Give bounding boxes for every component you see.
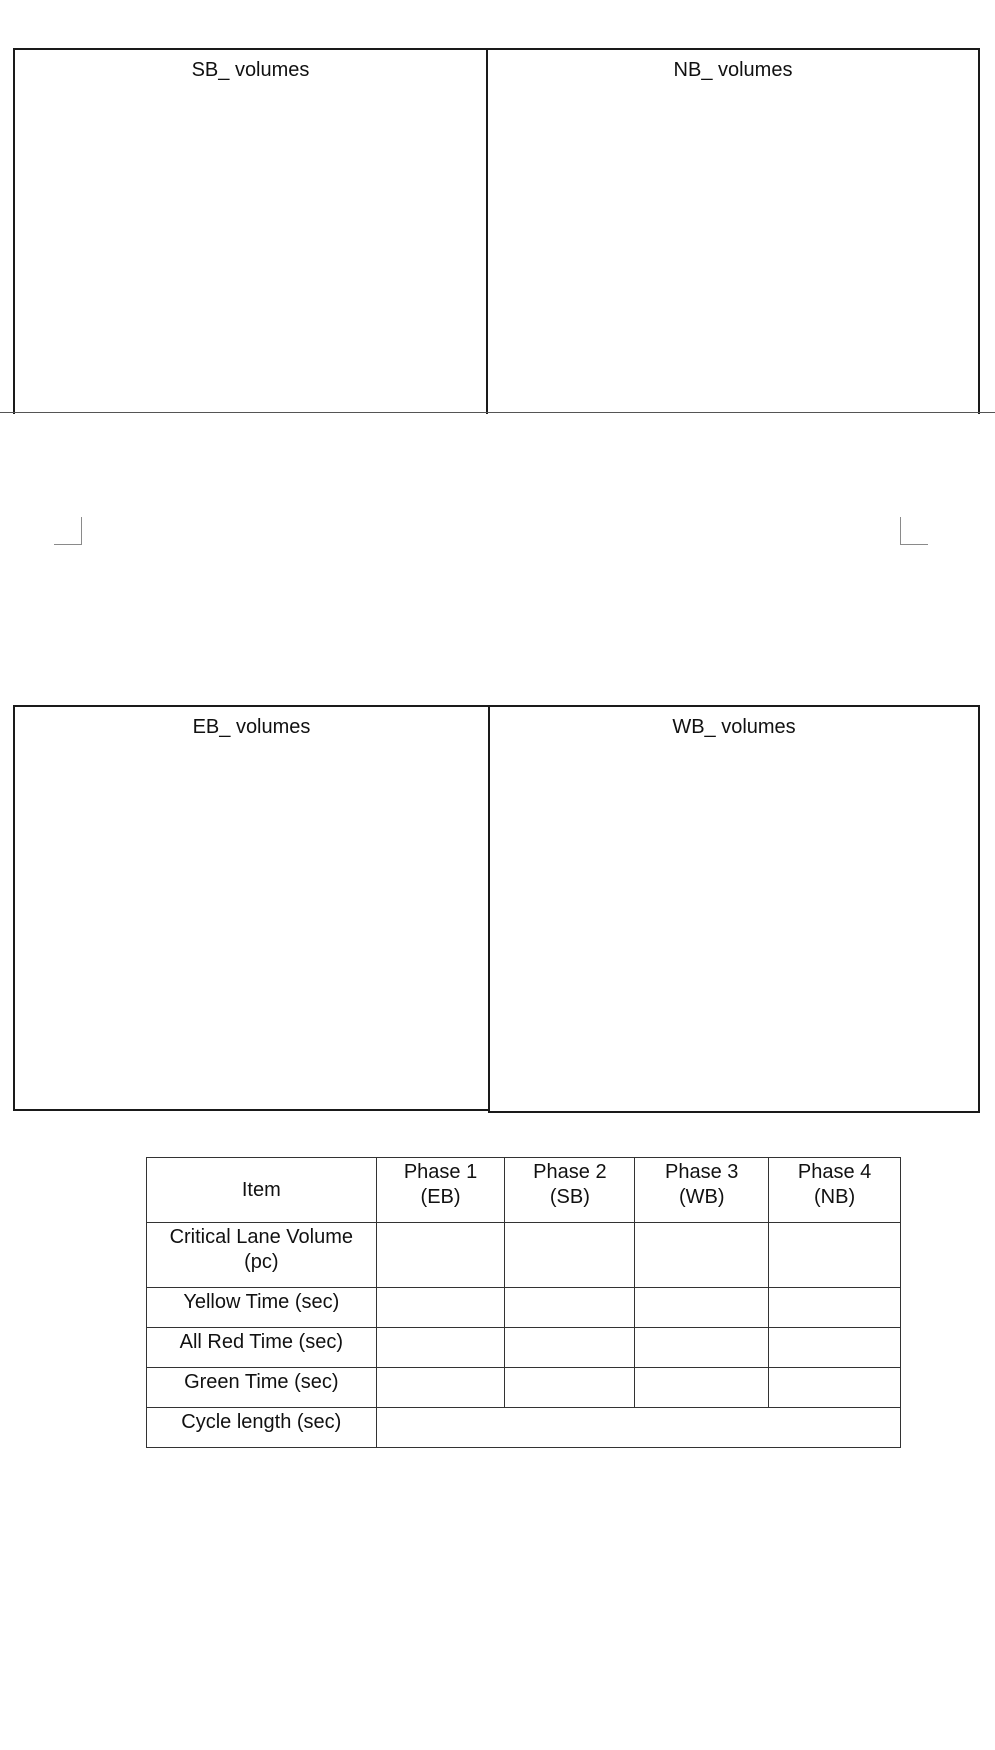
critical-lane-volume-label: Critical Lane Volume xyxy=(169,1226,354,1248)
critical-lane-volume-phase-3[interactable] xyxy=(635,1223,769,1288)
left-margin-corner-mark xyxy=(54,517,82,545)
page-break-divider xyxy=(0,412,995,413)
green-time-phase-3[interactable] xyxy=(635,1368,769,1408)
critical-lane-volume-unit: (pc) xyxy=(244,1251,279,1273)
phase-3-label: Phase 3 xyxy=(665,1161,739,1183)
all-red-time-label: All Red Time (sec) xyxy=(147,1328,377,1368)
yellow-time-phase-2[interactable] xyxy=(505,1288,635,1328)
cycle-length-value[interactable] xyxy=(376,1408,900,1448)
phase-1-label: Phase 1 xyxy=(403,1161,478,1183)
table-row-critical-lane-volume xyxy=(147,1223,901,1288)
yellow-time-phase-4[interactable] xyxy=(769,1288,901,1328)
table-row-yellow-time xyxy=(147,1288,901,1328)
header-phase-1-cell xyxy=(376,1158,505,1223)
sb-volumes-box xyxy=(13,48,488,414)
critical-lane-volume-phase-2[interactable] xyxy=(505,1223,635,1288)
green-time-phase-2[interactable] xyxy=(505,1368,635,1408)
table-row-green-time xyxy=(147,1368,901,1408)
table-header-row xyxy=(147,1158,901,1223)
cycle-length-label: Cycle length (sec) xyxy=(147,1408,377,1448)
signal-timing-table xyxy=(146,1157,901,1448)
yellow-time-phase-3[interactable] xyxy=(635,1288,769,1328)
green-time-phase-4[interactable] xyxy=(769,1368,901,1408)
yellow-time-label: Yellow Time (sec) xyxy=(147,1288,377,1328)
green-time-phase-1[interactable] xyxy=(376,1368,505,1408)
phase-3-direction: (WB) xyxy=(678,1186,725,1208)
phase-4-label: Phase 4 xyxy=(797,1161,872,1183)
table-row-all-red-time xyxy=(147,1328,901,1368)
critical-lane-volume-phase-1[interactable] xyxy=(376,1223,505,1288)
all-red-time-phase-2[interactable] xyxy=(505,1328,635,1368)
eb-volumes-box xyxy=(13,705,490,1111)
phase-1-direction: (EB) xyxy=(420,1186,461,1208)
yellow-time-phase-1[interactable] xyxy=(376,1288,505,1328)
sb-volumes-label: SB_ volumes xyxy=(191,59,310,81)
table-row-cycle-length xyxy=(147,1408,901,1448)
eb-volumes-label: EB_ volumes xyxy=(192,716,311,738)
wb-volumes-label: WB_ volumes xyxy=(672,716,796,738)
header-item-cell: Item xyxy=(147,1158,377,1223)
critical-lane-volume-phase-4[interactable] xyxy=(769,1223,901,1288)
all-red-time-phase-3[interactable] xyxy=(635,1328,769,1368)
header-phase-4-cell xyxy=(769,1158,901,1223)
nb-volumes-label: NB_ volumes xyxy=(673,59,793,81)
header-phase-2-cell xyxy=(505,1158,635,1223)
all-red-time-phase-4[interactable] xyxy=(769,1328,901,1368)
phase-4-direction: (NB) xyxy=(814,1186,856,1208)
phase-2-label: Phase 2 xyxy=(533,1161,607,1183)
critical-lane-volume-label-cell xyxy=(147,1223,377,1288)
right-margin-corner-mark xyxy=(900,517,928,545)
green-time-label: Green Time (sec) xyxy=(147,1368,377,1408)
phase-2-direction: (SB) xyxy=(549,1186,590,1208)
nb-volumes-box xyxy=(486,48,980,414)
all-red-time-phase-1[interactable] xyxy=(376,1328,505,1368)
header-phase-3-cell xyxy=(635,1158,769,1223)
wb-volumes-box xyxy=(488,705,980,1113)
